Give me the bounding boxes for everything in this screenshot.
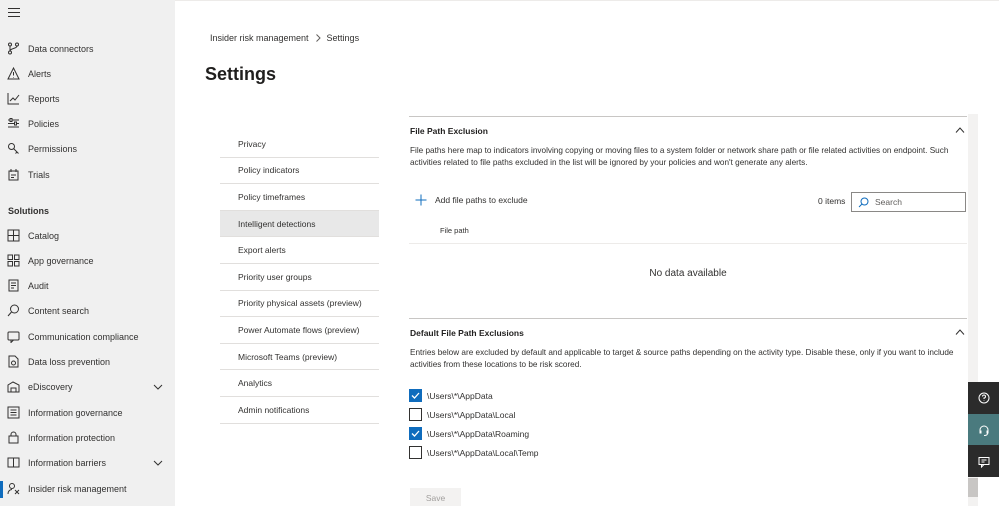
feedback-button[interactable] — [968, 446, 999, 477]
top-border — [175, 0, 999, 2]
add-file-paths-button[interactable] — [415, 194, 528, 206]
nav-item-information-protection[interactable] — [0, 426, 175, 450]
headset-support-icon — [978, 424, 990, 436]
nav-item-data-loss-prevention[interactable] — [0, 350, 175, 374]
exclusion-path-label: \Users\*\AppData\Roaming — [427, 428, 530, 439]
settings-menu-item-policy-indicators[interactable]: Policy indicators — [220, 158, 379, 185]
app-governance-icon — [7, 254, 20, 267]
nav-item-label: Permissions — [28, 144, 78, 154]
nav-item-label: Reports — [28, 94, 60, 104]
chevron-down-icon[interactable] — [153, 458, 163, 468]
default-exclusions-title: Default File Path Exclusions — [410, 328, 524, 338]
exclusion-path-label: \Users\*\AppData\Local\Temp — [427, 447, 539, 458]
nav-item-communication-compliance[interactable] — [0, 325, 175, 349]
support-button[interactable] — [968, 414, 999, 445]
chevron-up-icon[interactable] — [955, 328, 965, 336]
floating-help-panel — [968, 382, 999, 477]
ediscovery-icon — [7, 380, 20, 393]
column-header-file-path[interactable]: File path — [440, 226, 469, 235]
nav-item-label: Policies — [28, 119, 60, 129]
reports-chart-icon — [7, 92, 20, 105]
nav-item-data-connectors[interactable] — [0, 37, 175, 61]
checkmark-icon — [411, 391, 420, 400]
empty-state-text: No data available — [649, 268, 727, 279]
content-pane — [409, 116, 967, 506]
breadcrumb — [210, 33, 359, 43]
exclusion-checkbox-row[interactable] — [409, 427, 529, 440]
add-icon — [415, 194, 427, 206]
nav-item-insider-risk-management[interactable] — [0, 477, 175, 501]
add-file-paths-label: Add file paths to exclude — [435, 195, 528, 205]
section-divider — [409, 116, 967, 117]
nav-item-label: Information barriers — [28, 458, 107, 468]
nav-item-app-governance[interactable] — [0, 249, 175, 273]
info-barriers-icon — [7, 456, 20, 469]
hamburger-menu-icon[interactable] — [8, 8, 20, 20]
checkmark-icon — [411, 429, 420, 438]
nav-item-information-governance[interactable] — [0, 401, 175, 425]
table-header-divider — [409, 243, 967, 244]
nav-item-information-barriers[interactable] — [0, 451, 175, 475]
settings-menu-item-priority-user-groups[interactable]: Priority user groups — [220, 264, 379, 291]
nav-item-label: Communication compliance — [28, 332, 139, 342]
checkbox-unchecked[interactable] — [409, 446, 422, 459]
nav-item-label: Alerts — [28, 69, 52, 79]
nav-item-content-search[interactable] — [0, 299, 175, 323]
policies-sliders-icon — [7, 117, 20, 130]
settings-menu-item-priority-physical-assets[interactable]: Priority physical assets (preview) — [220, 291, 379, 318]
settings-menu-item-analytics[interactable]: Analytics — [220, 370, 379, 397]
section-divider — [409, 318, 967, 319]
save-button[interactable]: Save — [410, 488, 461, 506]
nav-item-label: Audit — [28, 281, 49, 291]
nav-item-trials[interactable] — [0, 163, 175, 187]
exclusion-checkbox-row[interactable] — [409, 446, 539, 459]
search-input[interactable] — [851, 192, 966, 212]
insider-risk-icon — [7, 482, 20, 495]
help-button[interactable] — [968, 382, 999, 413]
exclusion-path-label: \Users\*\AppData — [427, 390, 493, 401]
info-governance-icon — [7, 406, 20, 419]
catalog-grid-icon — [7, 229, 20, 242]
page-title: Settings — [205, 64, 277, 84]
settings-menu-item-intelligent-detections[interactable]: Intelligent detections — [220, 211, 379, 238]
exclusion-path-label: \Users\*\AppData\Local — [427, 409, 516, 420]
search-icon — [7, 304, 20, 317]
key-icon — [7, 142, 20, 155]
settings-menu-item-policy-timeframes[interactable]: Policy timeframes — [220, 184, 379, 211]
chevron-down-icon[interactable] — [153, 382, 163, 392]
nav-item-reports[interactable] — [0, 87, 175, 111]
file-path-exclusion-description: File paths here map to indicators involving copying or moving files to a system folder or network share path or file related activities on endpoint. Such activities related to file paths excluded in the list will be ignored by your policies and won't generate any alerts. — [410, 146, 949, 167]
file-path-exclusion-title: File Path Exclusion — [410, 126, 488, 136]
nav-item-label: eDiscovery — [28, 382, 73, 392]
nav-item-label: Information governance — [28, 408, 123, 418]
breadcrumb-current: Settings — [326, 33, 360, 43]
settings-menu — [220, 131, 379, 424]
search-icon — [858, 197, 869, 208]
nav-item-label: Information protection — [28, 433, 116, 443]
nav-item-label: Data connectors — [28, 44, 94, 54]
nav-item-policies[interactable] — [0, 112, 175, 136]
alert-triangle-icon — [7, 67, 20, 80]
nav-item-audit[interactable] — [0, 274, 175, 298]
nav-item-label: Data loss prevention — [28, 357, 111, 367]
settings-menu-item-admin-notifications[interactable]: Admin notifications — [220, 397, 379, 424]
nav-item-label: Content search — [28, 306, 90, 316]
settings-menu-item-privacy[interactable]: Privacy — [220, 131, 379, 158]
nav-item-ediscovery[interactable] — [0, 375, 175, 399]
items-count: 0 items — [818, 196, 846, 206]
chevron-up-icon[interactable] — [955, 126, 965, 134]
settings-menu-item-export-alerts[interactable]: Export alerts — [220, 237, 379, 264]
nav-item-label: App governance — [28, 256, 94, 266]
nav-item-label: Catalog — [28, 231, 60, 241]
exclusion-checkbox-row[interactable] — [409, 389, 493, 402]
left-nav — [0, 0, 175, 506]
audit-icon — [7, 279, 20, 292]
settings-menu-item-power-automate-flows[interactable]: Power Automate flows (preview) — [220, 317, 379, 344]
data-loss-icon — [7, 355, 20, 368]
checkbox-checked[interactable] — [409, 389, 422, 402]
communication-icon — [7, 330, 20, 343]
nav-item-alerts[interactable] — [0, 62, 175, 86]
breadcrumb-parent-link[interactable]: Insider risk management — [210, 33, 309, 43]
nav-item-label: Insider risk management — [28, 484, 127, 494]
chevron-right-icon — [313, 33, 323, 43]
nav-item-permissions[interactable] — [0, 137, 175, 161]
info-protection-icon — [7, 431, 20, 444]
checkbox-checked[interactable] — [409, 427, 422, 440]
data-connectors-icon — [7, 42, 20, 55]
scrollbar-thumb[interactable] — [968, 478, 978, 497]
checkbox-unchecked[interactable] — [409, 408, 422, 421]
default-exclusions-description: Entries below are excluded by default and applicable to target & source paths depending on the activity type. Disable these, only if you want to include activities from these locations to be risk scored. — [410, 348, 954, 369]
help-icon — [978, 392, 990, 404]
search-placeholder: Search — [875, 197, 902, 207]
feedback-chat-icon — [978, 456, 990, 468]
exclusion-checkbox-row[interactable] — [409, 408, 515, 421]
nav-item-label: Trials — [28, 170, 50, 180]
nav-item-catalog[interactable] — [0, 224, 175, 248]
settings-menu-item-microsoft-teams[interactable]: Microsoft Teams (preview) — [220, 344, 379, 371]
nav-section-solutions: Solutions — [8, 206, 49, 216]
trials-icon — [7, 168, 20, 181]
